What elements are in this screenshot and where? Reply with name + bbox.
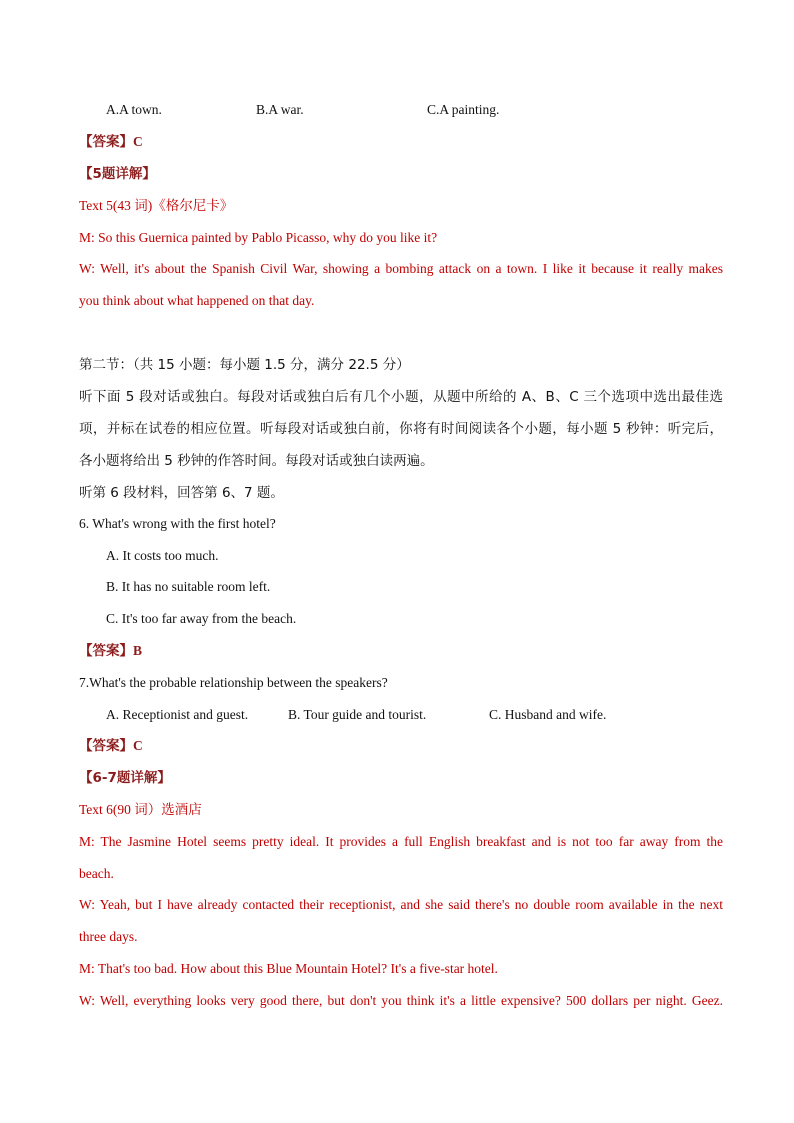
q5-option-a: A.A town.: [106, 102, 162, 117]
q7-option-b: B. Tour guide and tourist.: [288, 707, 427, 722]
answer-value: B: [133, 643, 143, 658]
answer-value: C: [133, 738, 143, 753]
q5-option-b: B.A war.: [256, 102, 304, 117]
detail-5-w-line-2: you think about what happened on that day.: [79, 293, 315, 308]
answer-label: 【答案】: [79, 643, 133, 659]
section-2-instruction-2: 项，并标在试卷的相应位置。听每段对话或独白前，你将有时间阅读各个小题，每小题 5 秒钟：听完后，: [79, 421, 723, 437]
dialogue-line: W: Yeah, but I have already contacted their receptionist, and she said there's no double room available in the next: [79, 897, 723, 912]
q6-option-b: B. It has no suitable room left.: [106, 579, 271, 594]
detail-6-7-text-title: Text 6(90 词）选酒店: [79, 802, 202, 817]
answer-7: [79, 737, 143, 755]
q7-option-a: A. Receptionist and guest.: [106, 707, 249, 722]
q6-question: 6. What's wrong with the first hotel?: [79, 516, 276, 531]
dialogue-line: three days.: [79, 929, 138, 944]
section-2-instruction-3: 各小题将给出 5 秒钟的作答时间。每段对话或独白读两遍。: [79, 453, 434, 469]
detail-5-w-line-1: W: Well, it's about the Spanish Civil War, showing a bombing attack on a town. I like it because it really makes: [79, 261, 723, 276]
detail-5-text-title: Text 5(43 词)《格尔尼卡》: [79, 198, 234, 213]
q7-question: 7.What's the probable relationship between the speakers?: [79, 675, 388, 690]
q5-option-c: C.A painting.: [427, 102, 500, 117]
q7-option-c: C. Husband and wife.: [489, 707, 607, 722]
answer-5: [79, 133, 143, 151]
answer-6: [79, 642, 142, 660]
detail-6-7-heading: 【6-7题详解】: [79, 770, 171, 786]
dialogue-line: beach.: [79, 866, 114, 881]
q6-option-c: C. It's too far away from the beach.: [106, 611, 297, 626]
dialogue-line: M: The Jasmine Hotel seems pretty ideal. It provides a full English breakfast and is not too far away from the: [79, 834, 723, 849]
detail-5-heading: 【5题详解】: [79, 166, 156, 182]
section-2-material: 听第 6 段材料，回答第 6、7 题。: [79, 485, 284, 501]
section-2-instruction-1: 听下面 5 段对话或独白。每段对话或独白后有几个小题，从题中所给的 A、B、C 三个选项中选出最佳选: [79, 389, 723, 405]
dialogue-line: W: Well, everything looks very good there, but don't you think it's a little expensive? 500 dollars per night. Geez.: [79, 993, 723, 1008]
dialogue-line: M: That's too bad. How about this Blue Mountain Hotel? It's a five-star hotel.: [79, 961, 498, 976]
answer-label: 【答案】: [79, 738, 133, 754]
q6-option-a: A. It costs too much.: [106, 548, 219, 563]
detail-5-m-line: M: So this Guernica painted by Pablo Picasso, why do you like it?: [79, 230, 438, 245]
section-2-title: 第二节：（共 15 小题：每小题 1.5 分，满分 22.5 分）: [79, 357, 410, 373]
answer-label: 【答案】: [79, 134, 133, 150]
answer-value: C: [133, 134, 143, 149]
